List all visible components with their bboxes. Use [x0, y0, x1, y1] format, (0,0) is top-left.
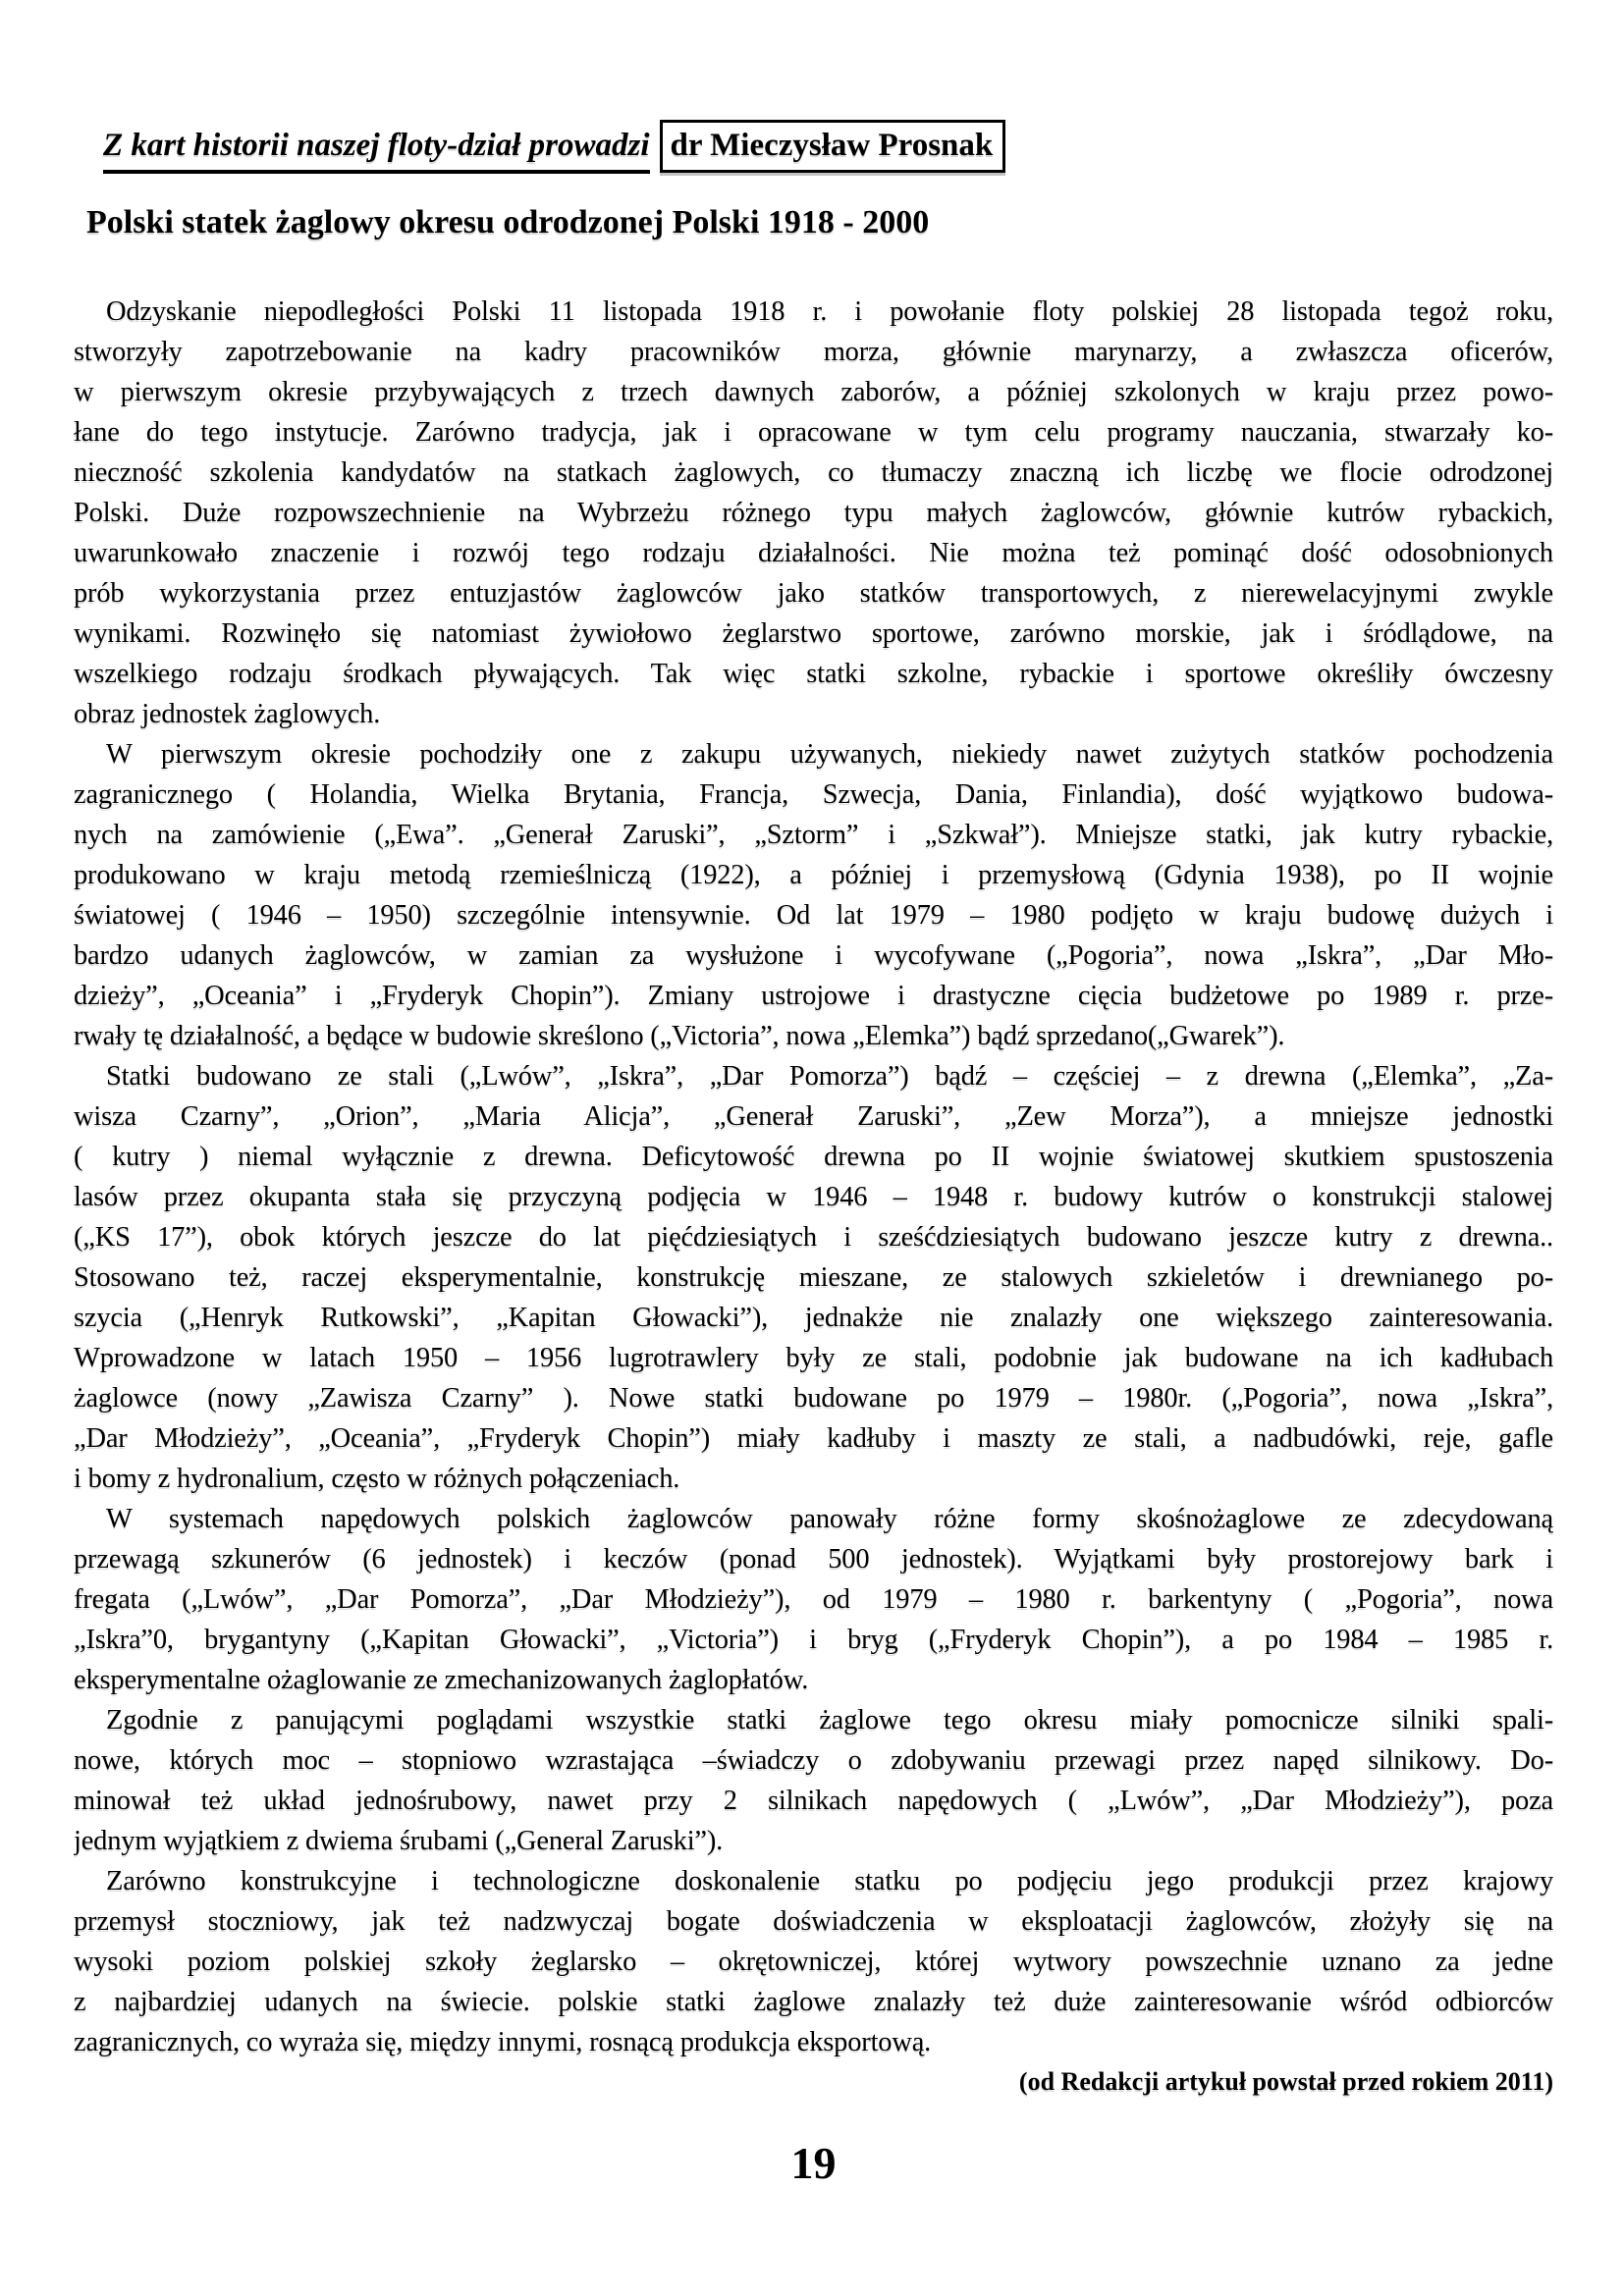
editorial-note: (od Redakcji artykuł powstał przed rokiem 2011)	[1018, 2067, 1553, 2096]
text-line: W systemach napędowych polskich żaglowców panowały różne formy skośnożaglowe ze zdecydowaną	[106, 1504, 1553, 1534]
text-line: rwały tę działalność, a będące w budowie skreślono („Victoria”, nowa „Elemka”) bądź sprzedano(„Gwarek”).	[74, 1021, 1285, 1051]
page-number: 19	[790, 2138, 837, 2188]
text-line: W pierwszym okresie pochodziły one z zakupu używanych, niekiedy nawet zużytych statków pochodzenia	[106, 739, 1553, 770]
text-line: zagranicznych, co wyraża się, między innymi, rosnącą produkcja eksportową.	[74, 2027, 932, 2057]
text-line: „Dar Młodzieży”, „Oceania”, „Fryderyk Chopin”) miały kadłuby i maszty ze stali, a nadbudówki, reje, gafle	[74, 1423, 1553, 1454]
text-line: prób wykorzystania przez entuzjastów żaglowców jako statków transportowych, z nierewelacyjnymi zwykle	[74, 578, 1553, 609]
article-title: Polski statek żaglowy okresu odrodzonej Polski 1918 - 2000	[86, 204, 930, 240]
text-line: ( kutry ) niemal wyłącznie z drewna. Deficytowość drewna po II wojnie światowej skutkiem spustoszenia	[74, 1142, 1553, 1172]
text-line: jednym wyjątkiem z dwiema śrubami („General Zaruski”).	[74, 1826, 724, 1856]
text-line: Statki budowano ze stali („Lwów”, „Iskra”, „Dar Pomorza”) bądź – częściej – z drewna („Elemka”, „Za-	[106, 1061, 1553, 1092]
text-line: Polski. Duże rozpowszechnienie na Wybrzeżu różnego typu małych żaglowców, głównie kutrów rybackich,	[74, 498, 1553, 528]
text-line: Wprowadzone w latach 1950 – 1956 lugrotrawlery były ze stali, podobnie jak budowane na ich kadłubach	[74, 1343, 1553, 1373]
text-line: „Iskra”0, brygantyny („Kapitan Głowacki”, „Victoria”) i bryg („Fryderyk Chopin”), a po 1984 – 1985 r.	[74, 1625, 1553, 1655]
text-line: minował też układ jednośrubowy, nawet przy 2 silnikach napędowych ( „Lwów”, „Dar Młodzieży”), poza	[74, 1786, 1553, 1816]
text-line: obraz jednostek żaglowych.	[74, 699, 381, 729]
text-line: wynikami. Rozwinęło się natomiast żywiołowo żeglarstwo sportowe, zarówno morskie, jak i śródlądowe, na	[74, 618, 1553, 649]
text-line: szycia („Henryk Rutkowski”, „Kapitan Głowacki”), jednakże nie znalazły one większego zainteresowania.	[74, 1303, 1553, 1333]
text-line: Odzyskanie niepodległości Polski 11 listopada 1918 r. i powołanie floty polskiej 28 listopada tegoż roku,	[106, 296, 1553, 327]
text-line: stworzyły zapotrzebowanie na kadry pracowników morza, głównie marynarzy, a zwłaszcza oficerów,	[74, 337, 1553, 367]
text-line: nowe, których moc – stopniowo wzrastająca –świadczy o zdobywaniu przewagi przez napęd silnikowy. Do-	[74, 1745, 1553, 1776]
text-line: bardzo udanych żaglowców, w zamian za wysłużone i wycofywane („Pogoria”, nowa „Iskra”, „Dar Mło-	[74, 940, 1553, 971]
text-line: fregata („Lwów”, „Dar Pomorza”, „Dar Młodzieży”), od 1979 – 1980 r. barkentyny ( „Pogoria”, nowa	[74, 1584, 1553, 1615]
text-line: dzieży”, „Oceania” i „Fryderyk Chopin”). Zmiany ustrojowe i drastyczne cięcia budżetowe po 1989 r. prze-	[74, 981, 1553, 1011]
text-line: łane do tego instytucje. Zarówno tradycja, jak i opracowane w tym celu programy nauczania, stwarzały ko-	[74, 417, 1553, 448]
text-line: nieczność szkolenia kandydatów na statkach żaglowych, co tłumaczy znaczną ich liczbę we flocie odrodzonej	[74, 457, 1553, 488]
text-line: żaglowce (nowy „Zawisza Czarny” ). Nowe statki budowane po 1979 – 1980r. („Pogoria”, nowa „Iskra”,	[74, 1383, 1553, 1414]
text-line: nych na zamówienie („Ewa”. „Generał Zaruski”, „Sztorm” i „Szkwał”). Mniejsze statki, jak kutry rybackie,	[74, 820, 1553, 850]
text-line: uwarunkowało znaczenie i rozwój tego rodzaju działalności. Nie można też pominąć dość odosobnionych	[74, 538, 1553, 568]
text-line: („KS 17”), obok których jeszcze do lat pięćdziesiątych i sześćdziesiątych budowano jeszcze kutry z drewna..	[74, 1222, 1553, 1253]
section-header	[103, 120, 1553, 174]
text-line: z najbardziej udanych na świecie. polskie statki żaglowe znalazły też duże zainteresowanie wśród odbiorców	[74, 1987, 1553, 2017]
text-line: zagranicznego ( Holandia, Wielka Brytania, Francja, Szwecja, Dania, Finlandia), dość wyjątkowo budowa-	[74, 779, 1553, 810]
text-line: Stosowano też, raczej eksperymentalnie, konstrukcję mieszane, ze stalowych szkieletów i drewnianego po-	[74, 1262, 1553, 1293]
author-name-box: dr Mieczysław Prosnak	[660, 120, 1006, 173]
text-line: przemysł stoczniowy, jak też nadzwyczaj bogate doświadczenia w eksploatacji żaglowców, złożyły się na	[74, 1906, 1553, 1937]
text-line: i bomy z hydronalium, często w różnych połączeniach.	[74, 1464, 680, 1494]
text-line: Zgodnie z panującymi poglądami wszystkie statki żaglowe tego okresu miały pomocnicze silniki spali-	[106, 1705, 1553, 1735]
article-body	[74, 292, 1553, 2062]
text-line: światowej ( 1946 – 1950) szczególnie intensywnie. Od lat 1979 – 1980 podjęto w kraju budowę dużych i	[74, 900, 1553, 931]
text-line: w pierwszym okresie przybywających z trzech dawnych zaborów, a później szkolonych w kraju przez powo-	[74, 377, 1553, 407]
text-line: Zarówno konstrukcyjne i technologiczne doskonalenie statku po podjęciu jego produkcji przez krajowy	[106, 1866, 1553, 1896]
section-lead-title: Z kart historii naszej floty-dział prowadzi	[103, 124, 650, 174]
text-line: produkowano w kraju metodą rzemieślniczą (1922), a później i przemysłową (Gdynia 1938), po II wojnie	[74, 860, 1553, 890]
text-line: lasów przez okupanta stała się przyczyną podjęcia w 1946 – 1948 r. budowy kutrów o konstrukcji stalowej	[74, 1182, 1553, 1212]
text-line: przewagą szkunerów (6 jednostek) i keczów (ponad 500 jednostek). Wyjątkami były prostorejowy bark i	[74, 1544, 1553, 1575]
text-line: wszelkiego rodzaju środkach pływających. Tak więc statki szkolne, rybackie i sportowe określiły ówczesny	[74, 659, 1553, 689]
text-line: eksperymentalne ożaglowanie ze zmechanizowanych żaglopłatów.	[74, 1665, 809, 1695]
text-line: wisza Czarny”, „Orion”, „Maria Alicja”, „Generał Zaruski”, „Zew Morza”), a mniejsze jednostki	[74, 1101, 1553, 1132]
text-line: wysoki poziom polskiej szkoły żeglarsko – okrętowniczej, której wytwory powszechnie uznano za jedne	[74, 1947, 1553, 1977]
